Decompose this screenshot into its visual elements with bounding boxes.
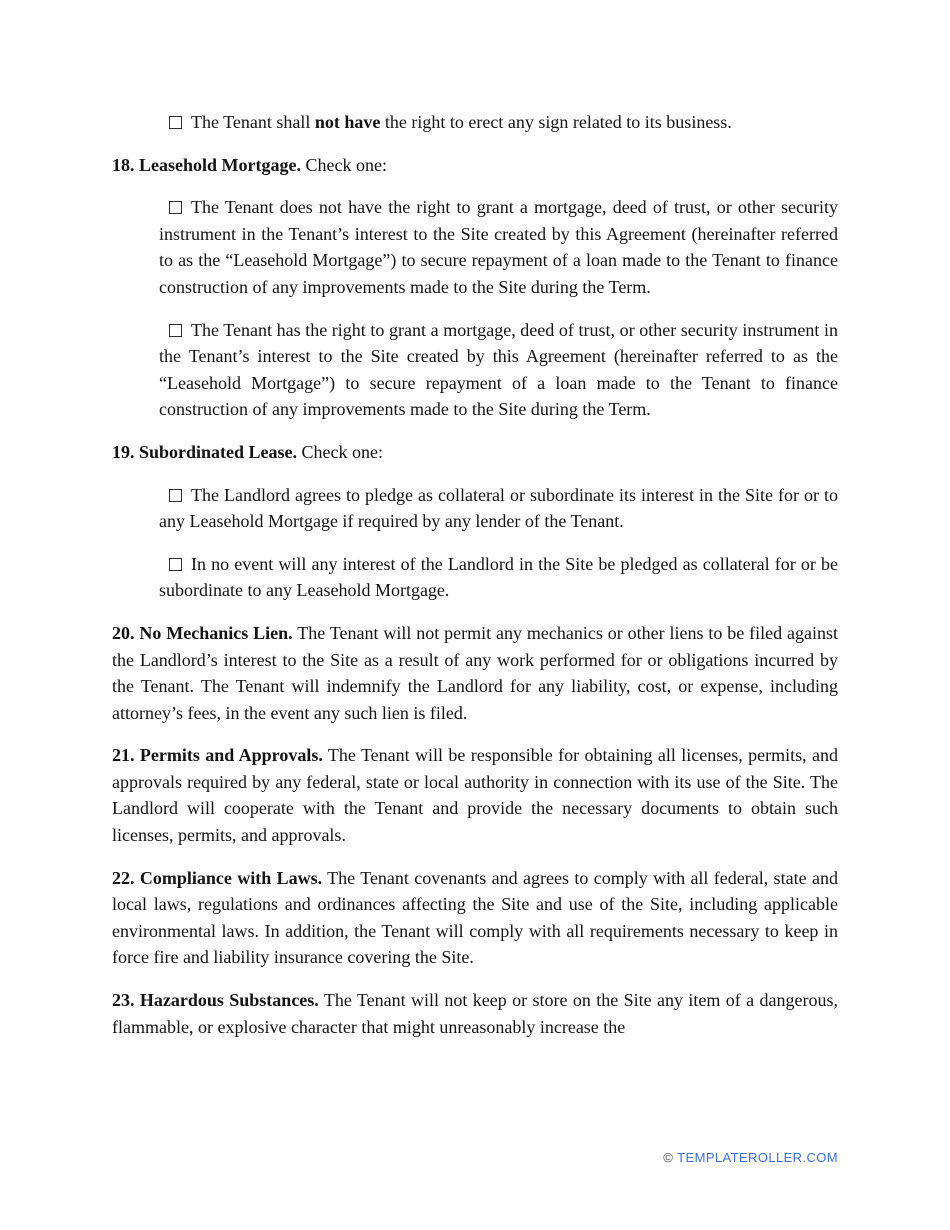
section-body-text: The Tenant will be responsible for obtaining all licenses, permits, and approvals required by any federal, state or local authority in connection with its use of the Site. The Landlord will cooperate with the Tenant and provide the necessary documents to obtain such licenses, permits, and approvals. — [112, 745, 838, 846]
option-text: In no event will any interest of the Landlord in the Site be pledged as collateral for or be subordinate to any Leasehold Mortgage. — [159, 553, 838, 601]
copyright-icon: © — [663, 1150, 674, 1165]
option-text: The Tenant does not have the right to grant a mortgage, deed of trust, or other security instrument in the Tenant’s interest to the Site created by this Agreement (hereinafter referred to as the “Leasehold Mortgage”) to secure repayment of a loan made to the Tenant to finance construction of any improvements made to the Site during the Term. — [159, 197, 838, 297]
section-paragraph-20 — [112, 620, 838, 726]
option-text: The Landlord agrees to pledge as collateral or subordinate its interest in the Site for or to any Leasehold Mortgage if required by any lender of the Tenant. — [159, 484, 838, 532]
section-number-title: 22. Compliance with Laws. — [112, 867, 323, 888]
checkbox-icon[interactable] — [169, 489, 182, 502]
checkbox-icon[interactable] — [169, 558, 182, 571]
option-text: The Tenant has the right to grant a mortgage, deed of trust, or other security instrument in the Tenant’s interest to the Site created by this Agreement (hereinafter referred to as the “Leasehold Mortgage”) to secure repayment of a loan made to the Tenant to finance construction of any improvements made to the Site during the Term. — [159, 319, 838, 420]
section-paragraph-22 — [112, 865, 838, 971]
section-number-title: 18. Leasehold Mortgage. — [112, 154, 301, 175]
page-footer — [112, 1150, 838, 1165]
section-body-text: The Tenant will not keep or store on the Site any item of a dangerous, flammable, or explosive character that might unreasonably increase the — [112, 990, 838, 1037]
section-heading-suffix: Check one: — [301, 441, 384, 462]
section-paragraph-23 — [112, 987, 838, 1040]
section-number-title: 19. Subordinated Lease. — [112, 441, 298, 462]
section-heading-19 — [112, 439, 838, 466]
sign-option-paragraph — [159, 109, 838, 136]
section-body-text: The Tenant will not permit any mechanics or other liens to be filed against the Landlord’s interest to the Site as a result of any work performed for or obligations incurred by the Tenant. The Tenant will indemnify the Landlord for any liability, cost, or expense, including attorney’s fees, in the event any such lien is filed. — [112, 622, 838, 723]
section-heading-18 — [112, 152, 838, 179]
section-number-title: 23. Hazardous Substances. — [112, 990, 319, 1011]
section-number-title: 20. No Mechanics Lien. — [112, 622, 293, 643]
checkbox-option-19b — [159, 551, 838, 604]
document-page — [112, 109, 838, 1056]
templateroller-link[interactable]: TEMPLATEROLLER.COM — [677, 1150, 838, 1165]
section-heading-suffix: Check one: — [305, 154, 387, 175]
section-number-title: 21. Permits and Approvals. — [112, 745, 323, 766]
option-text: the right to erect any sign related to its business. — [384, 112, 732, 132]
checkbox-option-18b — [159, 317, 838, 423]
section-body-text: The Tenant covenants and agrees to comply with all federal, state and local laws, regulations and ordinances affecting the Site and use of the Site, including applicable environmental laws. In addition, the Tenant will comply with all requirements necessary to keep in force fire and liability insurance covering the Site. — [112, 867, 838, 968]
checkbox-option-19a — [159, 482, 838, 535]
checkbox-icon[interactable] — [169, 324, 182, 337]
section-paragraph-21 — [112, 742, 838, 848]
checkbox-icon[interactable] — [169, 201, 182, 214]
checkbox-option-18a — [159, 194, 838, 300]
option-text: The Tenant shall — [191, 112, 311, 132]
option-text-bold: not have — [314, 112, 381, 132]
checkbox-icon[interactable] — [169, 116, 182, 129]
